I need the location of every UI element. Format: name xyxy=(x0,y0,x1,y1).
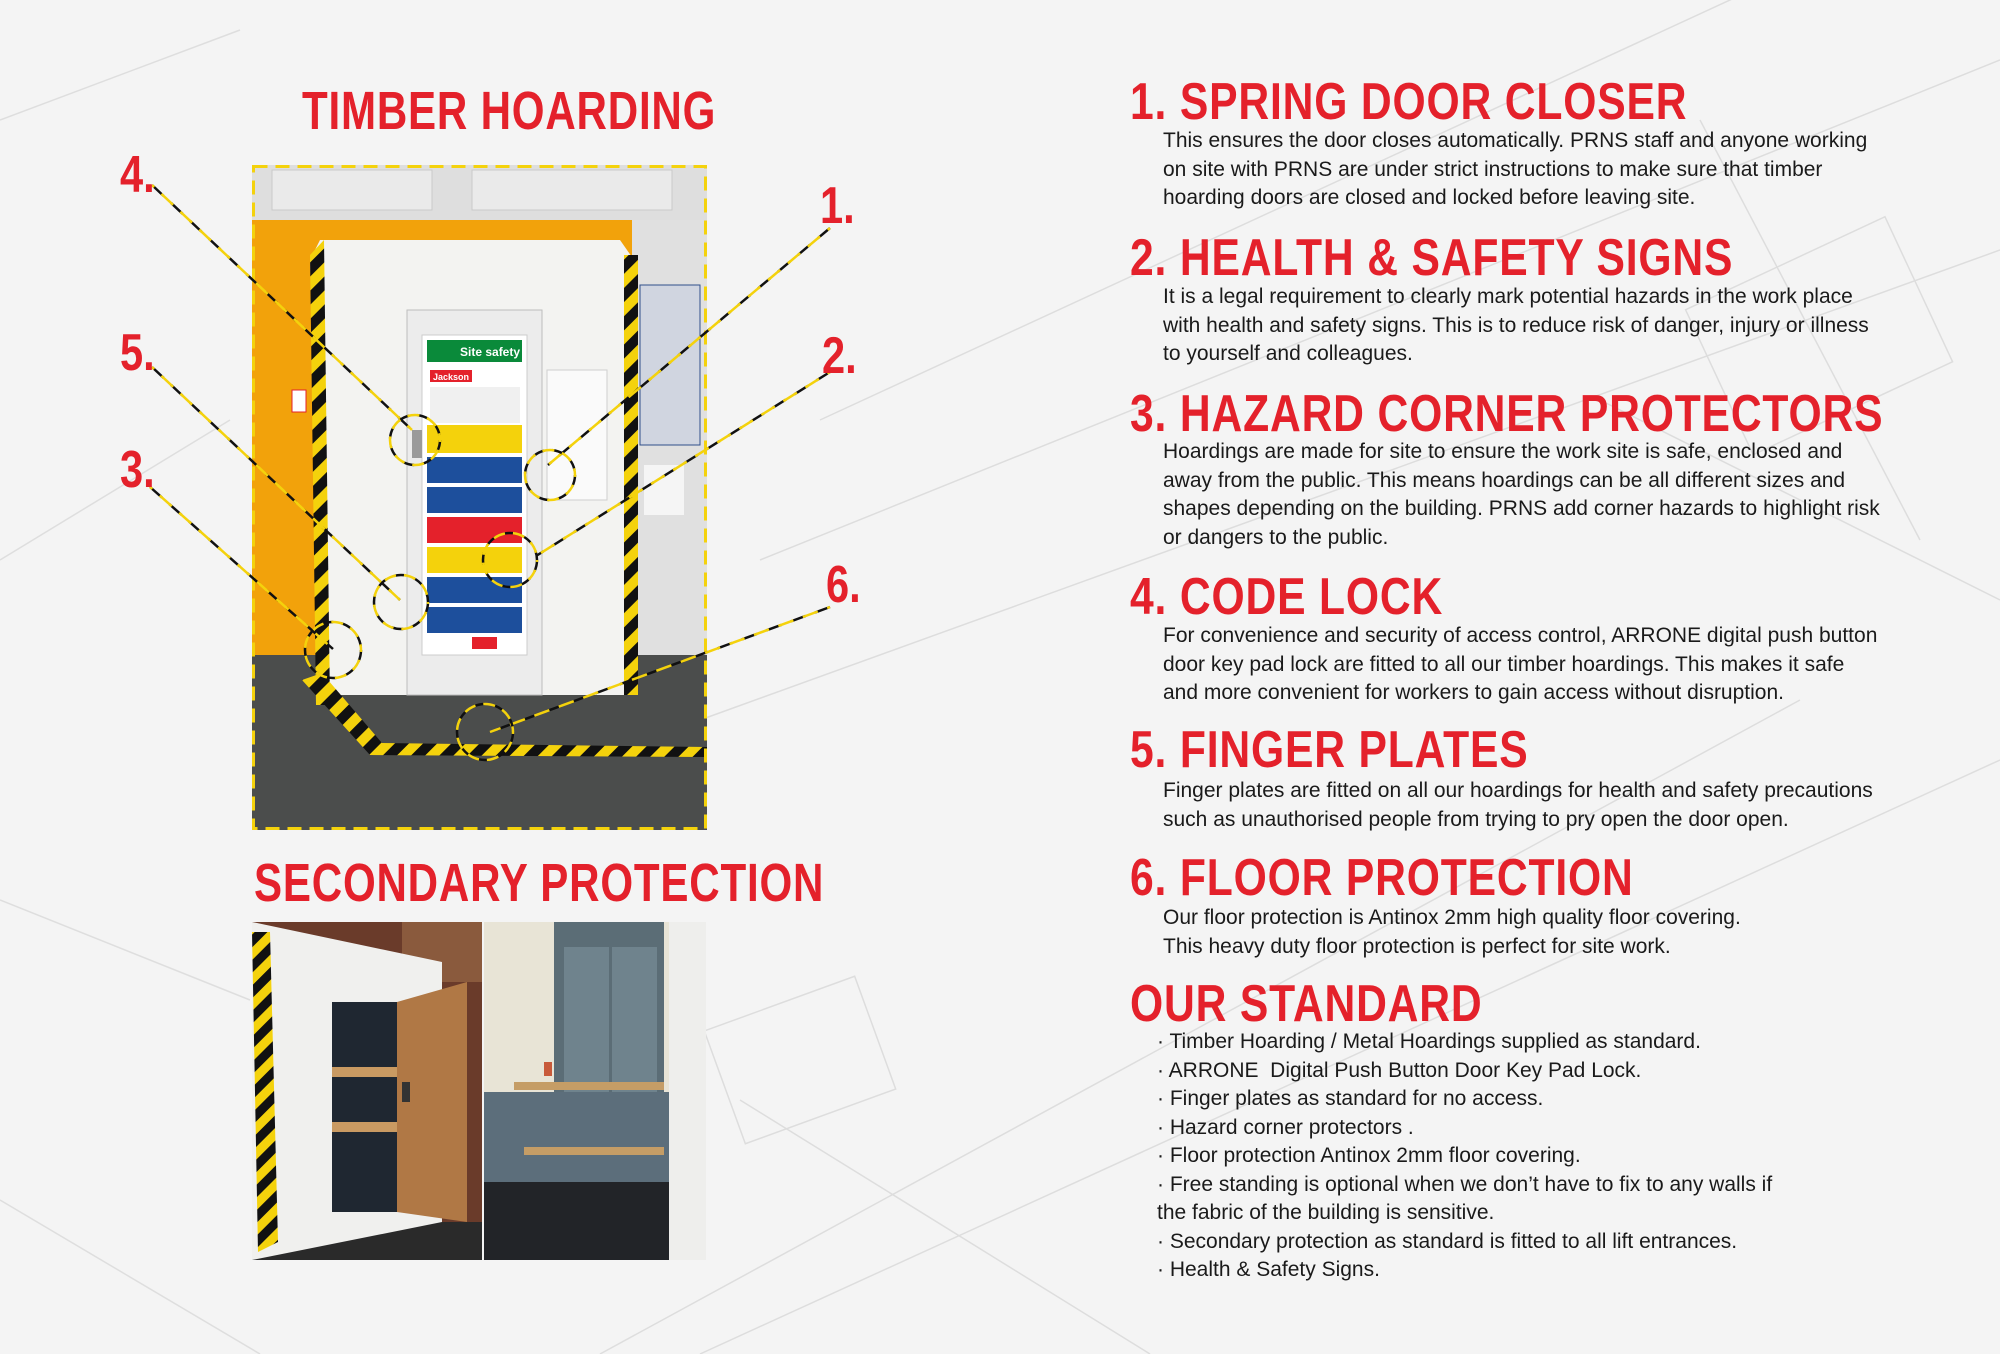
standard-item: · Timber Hoarding / Metal Hoardings supplied as standard. xyxy=(1157,1030,1701,1053)
section-3-line: or dangers to the public. xyxy=(1163,525,1389,549)
section-5-heading: 5. FINGER PLATES xyxy=(1130,721,1529,779)
section-2-line: to yourself and colleagues. xyxy=(1163,342,1413,365)
standard-item: the fabric of the building is sensitive. xyxy=(1157,1201,1495,1224)
secondary-protection-photo-right xyxy=(484,922,706,1260)
callout-number-1: 1. xyxy=(820,177,855,235)
callout-number-2: 2. xyxy=(822,327,857,385)
section-2-line: It is a legal requirement to clearly mark potential hazards in the work place xyxy=(1163,285,1853,308)
door-sign-brand: Jackson xyxy=(433,372,470,382)
section-3-line: away from the public. This means hoardings can be all different sizes and xyxy=(1163,468,1846,492)
section-1-line: on site with PRNS are under strict instructions to make sure that timber xyxy=(1163,157,1823,181)
door-sign-header: Site safety xyxy=(460,345,521,359)
section-6-text xyxy=(1163,904,1741,961)
section-6-line: Our floor protection is Antinox 2mm high quality floor covering. xyxy=(1163,906,1741,929)
standard-item: · Hazard corner protectors . xyxy=(1157,1115,1414,1139)
section-3-line: shapes depending on the building. PRNS add corner hazards to highlight risk xyxy=(1163,497,1880,520)
section-6-heading: 6. FLOOR PROTECTION xyxy=(1130,849,1634,907)
section-5-line: such as unauthorised people from trying to pry open the door open. xyxy=(1163,807,1789,831)
section-1-line: hoarding doors are closed and locked before leaving site. xyxy=(1163,186,1696,209)
secondary-protection-title: SECONDARY PROTECTION xyxy=(254,853,825,913)
standard-item: · Free standing is optional when we don’t have to fix to any walls if xyxy=(1157,1172,1773,1196)
standard-item: · Floor protection Antinox 2mm floor covering. xyxy=(1157,1144,1581,1167)
section-3-line: Hoardings are made for site to ensure the work site is safe, enclosed and xyxy=(1163,440,1843,463)
our-standard-heading: OUR STANDARD xyxy=(1130,975,1483,1033)
section-5-text xyxy=(1163,777,1873,834)
standard-item: · ARRONE Digital Push Button Door Key Pad Lock. xyxy=(1157,1058,1642,1082)
callout-number-6: 6. xyxy=(826,556,861,614)
section-6-line: This heavy duty floor protection is perfect for site work. xyxy=(1163,934,1671,958)
section-4-line: door key pad lock are fitted to all our timber hoardings. This makes it safe xyxy=(1163,652,1845,676)
section-2-line: with health and safety signs. This is to reduce risk of danger, injury or illness xyxy=(1163,313,1869,337)
timber-hoarding-title: TIMBER HOARDING xyxy=(302,81,717,141)
section-4-heading: 4. CODE LOCK xyxy=(1130,568,1444,626)
callout-number-4: 4. xyxy=(120,146,155,204)
section-2-text xyxy=(1163,283,1869,369)
section-3-text xyxy=(1163,438,1880,552)
standard-item: · Finger plates as standard for no access. xyxy=(1157,1087,1544,1110)
section-1-heading: 1. SPRING DOOR CLOSER xyxy=(1130,73,1688,131)
section-4-text xyxy=(1163,622,1877,708)
section-2-heading: 2. HEALTH & SAFETY SIGNS xyxy=(1130,229,1734,287)
section-3-heading: 3. HAZARD CORNER PROTECTORS xyxy=(1130,385,1884,443)
callout-number-3: 3. xyxy=(120,441,155,499)
section-1-text xyxy=(1163,127,1867,213)
our-standard-list xyxy=(1157,1028,1772,1285)
section-1-line: This ensures the door closes automatically. PRNS staff and anyone working xyxy=(1163,129,1868,152)
section-4-line: and more convenient for workers to gain access without disruption. xyxy=(1163,681,1784,704)
section-5-line: Finger plates are fitted on all our hoardings for health and safety precautions xyxy=(1163,779,1873,802)
callout-number-5: 5. xyxy=(120,324,155,382)
standard-item: · Health & Safety Signs. xyxy=(1157,1258,1380,1281)
secondary-protection-photo-left xyxy=(252,922,482,1260)
standard-item: · Secondary protection as standard is fitted to all lift entrances. xyxy=(1157,1229,1738,1253)
section-4-line: For convenience and security of access control, ARRONE digital push button xyxy=(1163,624,1878,647)
